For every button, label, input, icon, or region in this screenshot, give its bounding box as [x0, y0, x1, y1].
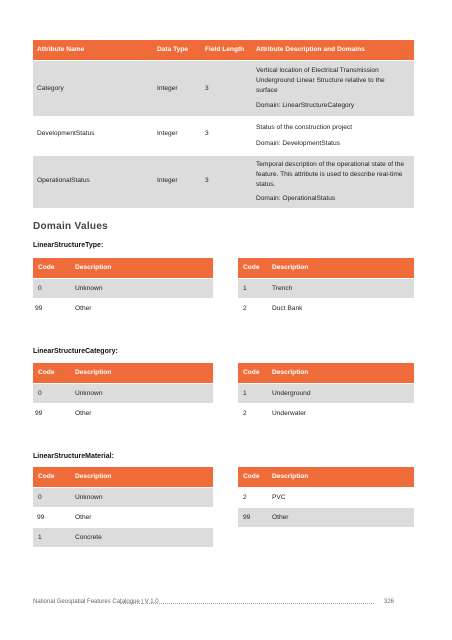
- code-table-header-left: [33, 258, 213, 278]
- list-item: [33, 279, 213, 298]
- list-item: [238, 384, 414, 403]
- code-value: 99: [35, 410, 43, 417]
- code-value: 0: [38, 390, 42, 397]
- code-table-header-right: [238, 363, 414, 383]
- footer-text: National Geospatial Features Catalogue | V 1.0: [33, 599, 159, 605]
- list-item: [33, 384, 213, 403]
- footer-dotted-rule: [120, 603, 374, 604]
- description-header: Description: [272, 264, 309, 271]
- table-row: [33, 156, 414, 208]
- code-header: Code: [38, 264, 55, 271]
- list-item: [238, 508, 414, 527]
- attribute-domain: Domain: DevelopmentStatus: [256, 140, 340, 147]
- description-value: Unknown: [75, 285, 103, 292]
- code-header: Code: [38, 369, 55, 376]
- description-value: Unknown: [75, 494, 103, 501]
- description-value: Trench: [272, 285, 293, 292]
- code-value: 0: [38, 494, 42, 501]
- attribute-domain: Domain: OperationalStatus: [256, 195, 336, 202]
- description-value: Other: [75, 305, 92, 312]
- table-row: [33, 61, 414, 116]
- code-value: 99: [35, 305, 43, 312]
- data-type: Integer: [157, 177, 178, 184]
- code-value: 1: [38, 534, 42, 541]
- code-value: 1: [243, 390, 247, 397]
- data-type: Integer: [157, 85, 178, 92]
- code-table-header-right: [238, 258, 414, 278]
- code-value: 2: [243, 305, 247, 312]
- code-value: 2: [243, 410, 247, 417]
- list-item: [238, 488, 414, 507]
- list-item: [33, 528, 213, 547]
- code-value: 2: [243, 494, 247, 501]
- list-item: [33, 299, 213, 318]
- table-row: [33, 117, 414, 155]
- description-value: Duct Bank: [272, 305, 303, 312]
- description-header: Description: [272, 473, 309, 480]
- description-value: PVC: [272, 494, 286, 501]
- list-item: [33, 404, 213, 423]
- code-header: Code: [38, 473, 55, 480]
- code-value: 99: [37, 514, 45, 521]
- domain-title: LinearStructureType:: [33, 242, 104, 249]
- attribute-name: DevelopmentStatus: [37, 130, 95, 137]
- code-value: 99: [243, 514, 251, 521]
- col-data-type: Data Type: [157, 46, 189, 53]
- code-header: Code: [243, 473, 260, 480]
- col-attribute-name: Attribute Name: [37, 46, 85, 53]
- page-number: 326: [384, 599, 395, 605]
- description-value: Concrete: [75, 534, 102, 541]
- domain-title: LinearStructureMaterial:: [33, 453, 114, 460]
- domain-values-title: Domain Values: [33, 221, 109, 232]
- description-value: Other: [75, 514, 92, 521]
- col-field-length: Field Length: [205, 46, 245, 53]
- description-header: Description: [75, 369, 112, 376]
- field-length: 3: [205, 130, 209, 137]
- list-item: [33, 508, 213, 527]
- attribute-description: Temporal description of the operational state of the feature. This attribute is used to describe real-time status.: [256, 161, 405, 188]
- data-type: Integer: [157, 130, 178, 137]
- field-length: 3: [205, 177, 209, 184]
- code-table-header-left: [33, 467, 213, 487]
- list-item: [238, 299, 414, 318]
- list-item: [33, 488, 213, 507]
- domain-title: LinearStructureCategory:: [33, 348, 118, 355]
- description-value: Underwater: [272, 410, 307, 417]
- list-item: [238, 279, 414, 298]
- list-item: [238, 404, 414, 423]
- attribute-table-header: [33, 40, 414, 60]
- field-length: 3: [205, 85, 209, 92]
- col-description: Attribute Description and Domains: [256, 46, 365, 53]
- description-value: Other: [272, 514, 289, 521]
- code-value: 0: [38, 285, 42, 292]
- code-header: Code: [243, 264, 260, 271]
- description-value: Other: [75, 410, 92, 417]
- code-table-header-right: [238, 467, 414, 487]
- description-value: Underground: [272, 390, 311, 397]
- attribute-description: Status of the construction project: [256, 124, 353, 131]
- code-table-header-left: [33, 363, 213, 383]
- attribute-name: OperationalStatus: [37, 177, 90, 184]
- description-header: Description: [272, 369, 309, 376]
- description-header: Description: [75, 264, 112, 271]
- attribute-description: Vertical location of Electrical Transmission Underground Linear Structure relative to the surface: [256, 67, 385, 94]
- attribute-domain: Domain: LinearStructureCategory: [256, 102, 355, 109]
- attribute-name: Category: [37, 85, 64, 92]
- description-header: Description: [75, 473, 112, 480]
- code-value: 1: [243, 285, 247, 292]
- description-value: Unknown: [75, 390, 103, 397]
- code-header: Code: [243, 369, 260, 376]
